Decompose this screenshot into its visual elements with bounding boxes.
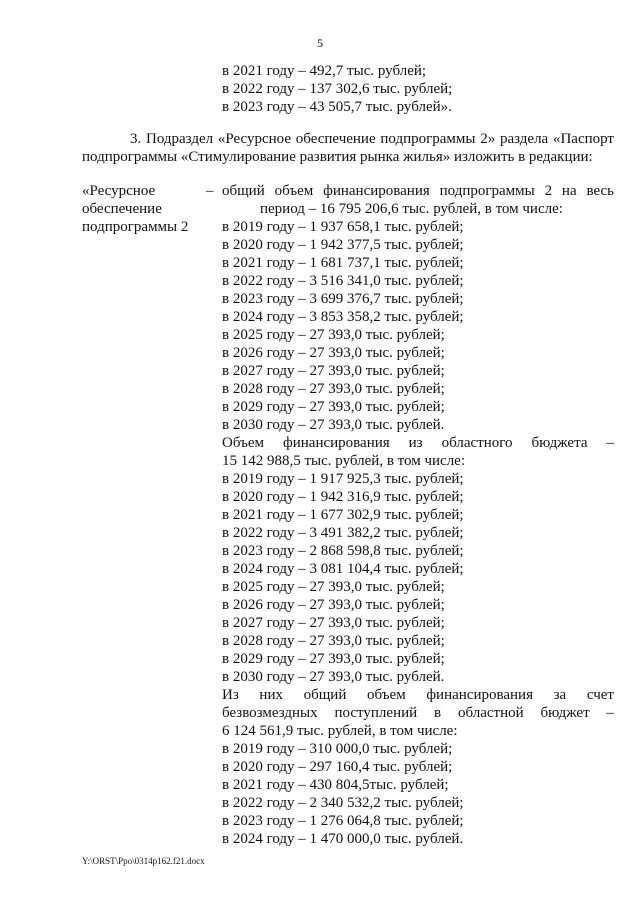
year-line: в 2028 году – 27 393,0 тыс. рублей; — [222, 633, 445, 649]
total-line-2: период – 16 795 206,6 тыс. рублей, в том числе: — [260, 201, 563, 217]
year-line: в 2024 году – 3 853 358,2 тыс. рублей; — [222, 309, 464, 325]
year-line: в 2021 году – 1 677 302,9 тыс. рублей; — [222, 507, 464, 523]
year-line: в 2020 году – 297 160,4 тыс. рублей; — [222, 759, 453, 775]
paragraph-line-2: подпрограммы «Стимулирование развития рынка жилья» изложить в редакции: — [82, 149, 593, 165]
resource-content — [222, 182, 614, 848]
regional-line-2: 15 142 988,5 тыс. рублей, в том числе: — [222, 453, 466, 469]
paragraph-line-1: 3. Подраздел «Ресурсное обеспечение подпрограммы 2» раздела «Паспорт — [130, 131, 614, 147]
page-number: 5 — [317, 36, 323, 50]
year-line: в 2022 году – 3 516 341,0 тыс. рублей; — [222, 273, 464, 289]
year-line: в 2023 году – 1 276 064,8 тыс. рублей; — [222, 813, 464, 829]
year-line: в 2025 году – 27 393,0 тыс. рублей; — [222, 327, 445, 343]
free-line-1: Из них общий объем финансирования за счет — [222, 687, 614, 703]
year-line: в 2024 году – 3 081 104,4 тыс. рублей; — [222, 561, 464, 577]
intro-line: в 2023 году – 43 505,7 тыс. рублей». — [222, 99, 452, 115]
regional-line-1: Объем финансирования из областного бюджета – — [222, 435, 614, 451]
resource-label: «Ресурсное обеспечение подпрограммы 2 — [82, 183, 189, 235]
year-line: в 2021 году – 1 681 737,1 тыс. рублей; — [222, 255, 464, 271]
free-years-list — [222, 740, 614, 848]
year-line: в 2022 году – 2 340 532,2 тыс. рублей; — [222, 795, 464, 811]
year-line: в 2019 году – 310 000,0 тыс. рублей; — [222, 741, 453, 757]
year-line: в 2020 году – 1 942 377,5 тыс. рублей; — [222, 237, 464, 253]
year-line: в 2023 году – 3 699 376,7 тыс. рублей; — [222, 291, 464, 307]
year-line: в 2030 году – 27 393,0 тыс. рублей. — [222, 417, 445, 433]
year-line: в 2019 году – 1 937 658,1 тыс. рублей; — [222, 219, 464, 235]
year-line: в 2030 году – 27 393,0 тыс. рублей. — [222, 669, 445, 685]
intro-line: в 2022 году – 137 302,6 тыс. рублей; — [222, 81, 453, 97]
file-path-footer: Y:\ORST\Ppo\0314p162.f21.docx — [82, 856, 205, 866]
intro-line: в 2021 году – 492,7 тыс. рублей; — [222, 63, 427, 79]
year-line: в 2026 году – 27 393,0 тыс. рублей; — [222, 597, 445, 613]
year-line: в 2027 году – 27 393,0 тыс. рублей; — [222, 363, 445, 379]
year-line: в 2029 году – 27 393,0 тыс. рублей; — [222, 399, 445, 415]
year-line: в 2027 году – 27 393,0 тыс. рублей; — [222, 615, 445, 631]
year-line: в 2026 году – 27 393,0 тыс. рублей; — [222, 345, 445, 361]
year-line: в 2021 году – 430 804,5тыс. рублей; — [222, 777, 449, 793]
year-line: в 2024 году – 1 470 000,0 тыс. рублей. — [222, 831, 464, 847]
year-line: в 2025 году – 27 393,0 тыс. рублей; — [222, 579, 445, 595]
regional-years-list — [222, 470, 614, 686]
year-line: в 2020 году – 1 942 316,9 тыс. рублей; — [222, 489, 464, 505]
year-line: в 2019 году – 1 917 925,3 тыс. рублей; — [222, 471, 464, 487]
year-line: в 2023 году – 2 868 598,8 тыс. рублей; — [222, 543, 464, 559]
total-line-1: общий объем финансирования подпрограммы 2 на весь — [222, 183, 614, 199]
free-line-2: безвозмездных поступлений в областной бюджет – — [222, 705, 614, 721]
year-line: в 2029 году – 27 393,0 тыс. рублей; — [222, 651, 445, 667]
year-line: в 2028 году – 27 393,0 тыс. рублей; — [222, 381, 445, 397]
label-dash: – — [206, 183, 214, 199]
free-line-3: 6 124 561,9 тыс. рублей, в том числе: — [222, 723, 458, 739]
total-years-list — [222, 218, 614, 434]
year-line: в 2022 году – 3 491 382,2 тыс. рублей; — [222, 525, 464, 541]
